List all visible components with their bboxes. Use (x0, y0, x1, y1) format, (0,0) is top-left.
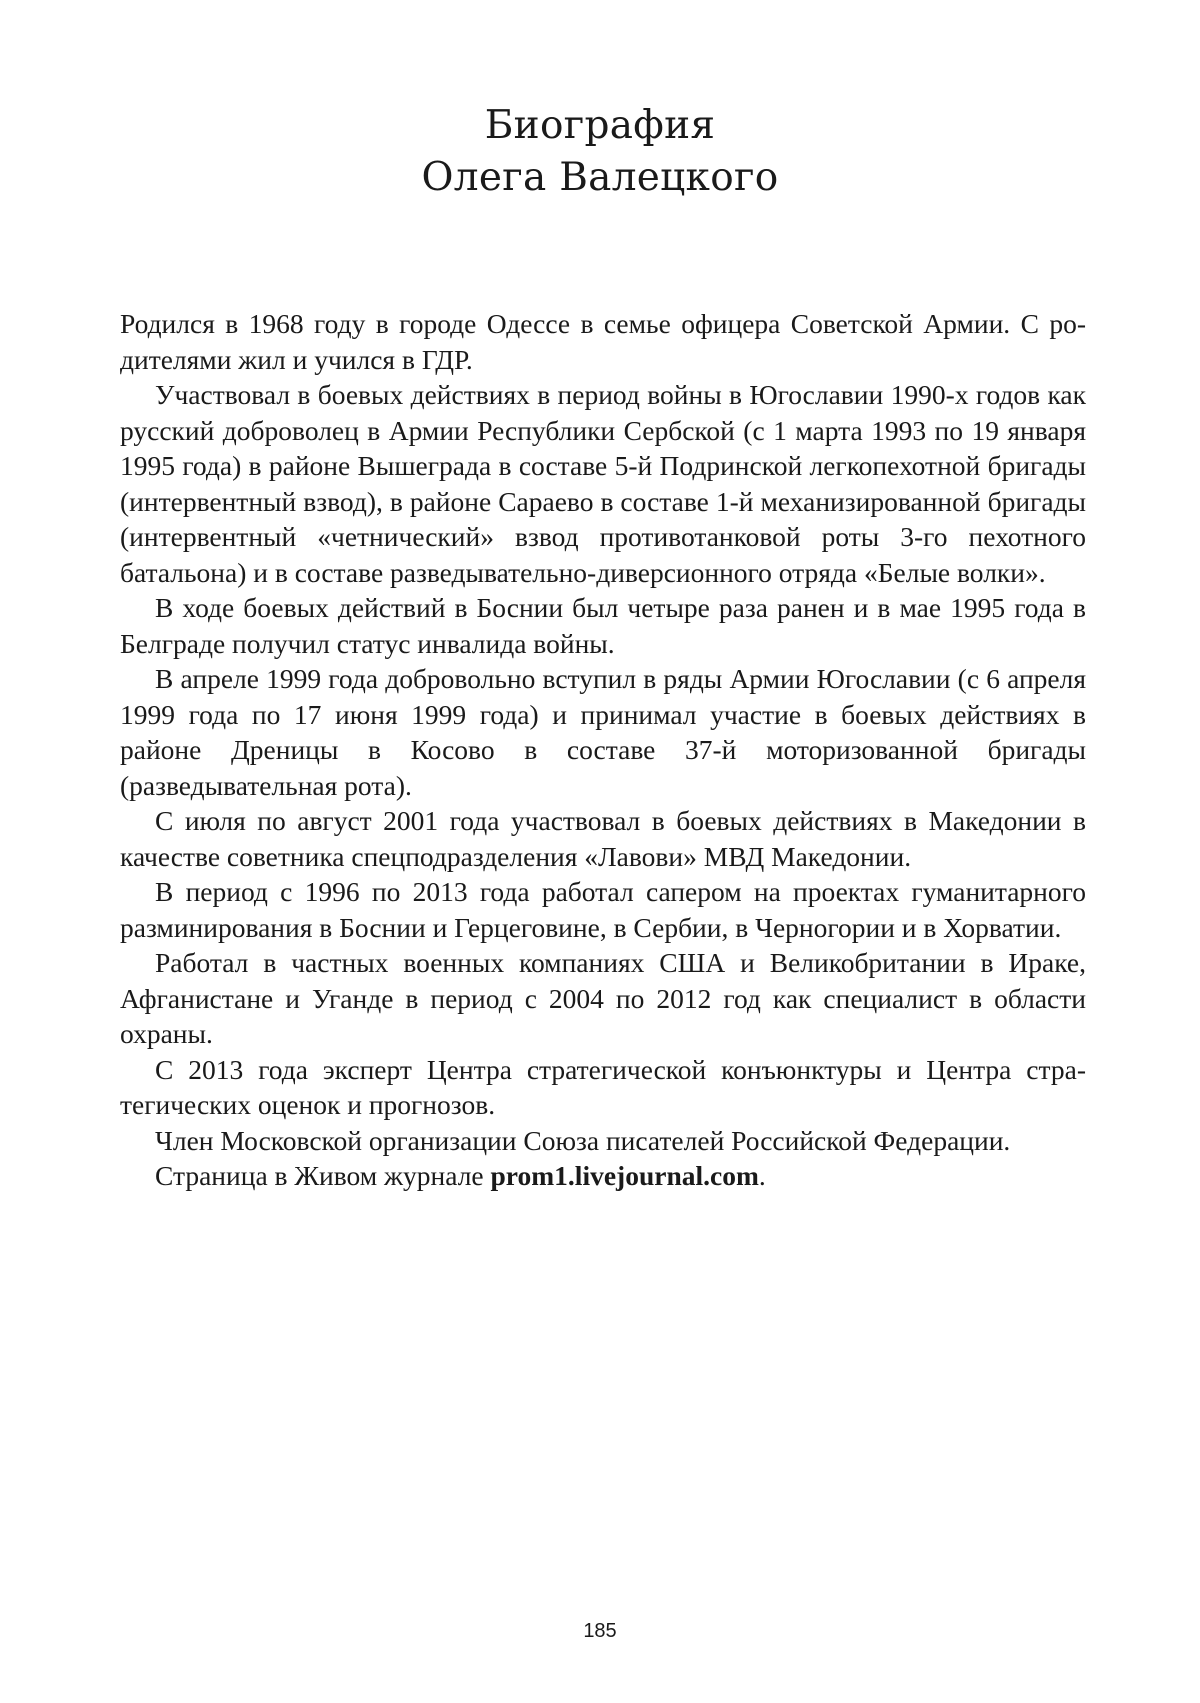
paragraph-yugoslavia: Участвовал в боевых действиях в период войны в Югославии 1990-х годов как русский доброволец в Армии Республики Сербской (с 1 марта 1993 по 19 января 1995 года) в районе Вышеграда в составе 5-й Подринской легкопехотной бригады (интервентный взвод), в районе Сараево в составе 1-й механизированной бригады (интервентный «четнический» взвод противотанковой роты 3-го пехотного батальона) и в составе разведывательно-диверсионного отряда «Белые волки». (120, 379, 1086, 588)
paragraph-pmc: Работал в частных военных компаниях США и Великобритании в Ираке, Афганистане и Уганде в период с 2004 по 2012 год как специалист в области охраны. (120, 947, 1086, 1049)
paragraph-macedonia: С июля по август 2001 года участвовал в боевых действиях в Македонии в качестве советника спецподразделения «Лавови» МВД Македонии. (120, 805, 1086, 872)
biography-text (120, 306, 1086, 1194)
paragraph-writers-union: Член Московской организации Союза писателей Российской Федерации. (155, 1124, 1011, 1156)
paragraph-wounded: В ходе боевых действий в Боснии был четыре раза ранен и в мае 1995 года в Белграде получил статус инвалида войны. (120, 592, 1086, 659)
title-line-1: Биография (484, 103, 716, 148)
livejournal-link[interactable]: prom1.livejournal.com (490, 1160, 759, 1191)
title-line-2: Олега Валецкого (421, 155, 779, 200)
paragraph-livejournal (120, 1158, 1086, 1194)
paragraph-kosovo: В апреле 1999 года добровольно вступил в ряды Армии Югославии (с 6 апреля 1999 года по 17 июня 1999 года) и принимал участие в боевых действиях в районе Дреницы в Косово в составе 37-й моторизованной бригады (разведывательная рота). (120, 663, 1086, 801)
livejournal-suffix: . (758, 1160, 766, 1191)
livejournal-prefix: Страница в Живом журнале (155, 1160, 491, 1191)
paragraph-expert: С 2013 года эксперт Центра стратегической конъюнктуры и Центра стратегических оценок и прогнозов. (120, 1053, 1086, 1120)
paragraph-birth: Родился в 1968 году в городе Одессе в семье офицера Советской Армии. С родителями жил и учился в ГДР. (120, 308, 1086, 375)
paragraph-demining: В период с 1996 по 2013 года работал сапером на проектах гуманитарного разминирования в Боснии и Герцеговине, в Сербии, в Черногории и в Хорватии. (120, 876, 1086, 943)
page-title (0, 100, 1200, 204)
page-number: 185 (583, 1620, 617, 1642)
